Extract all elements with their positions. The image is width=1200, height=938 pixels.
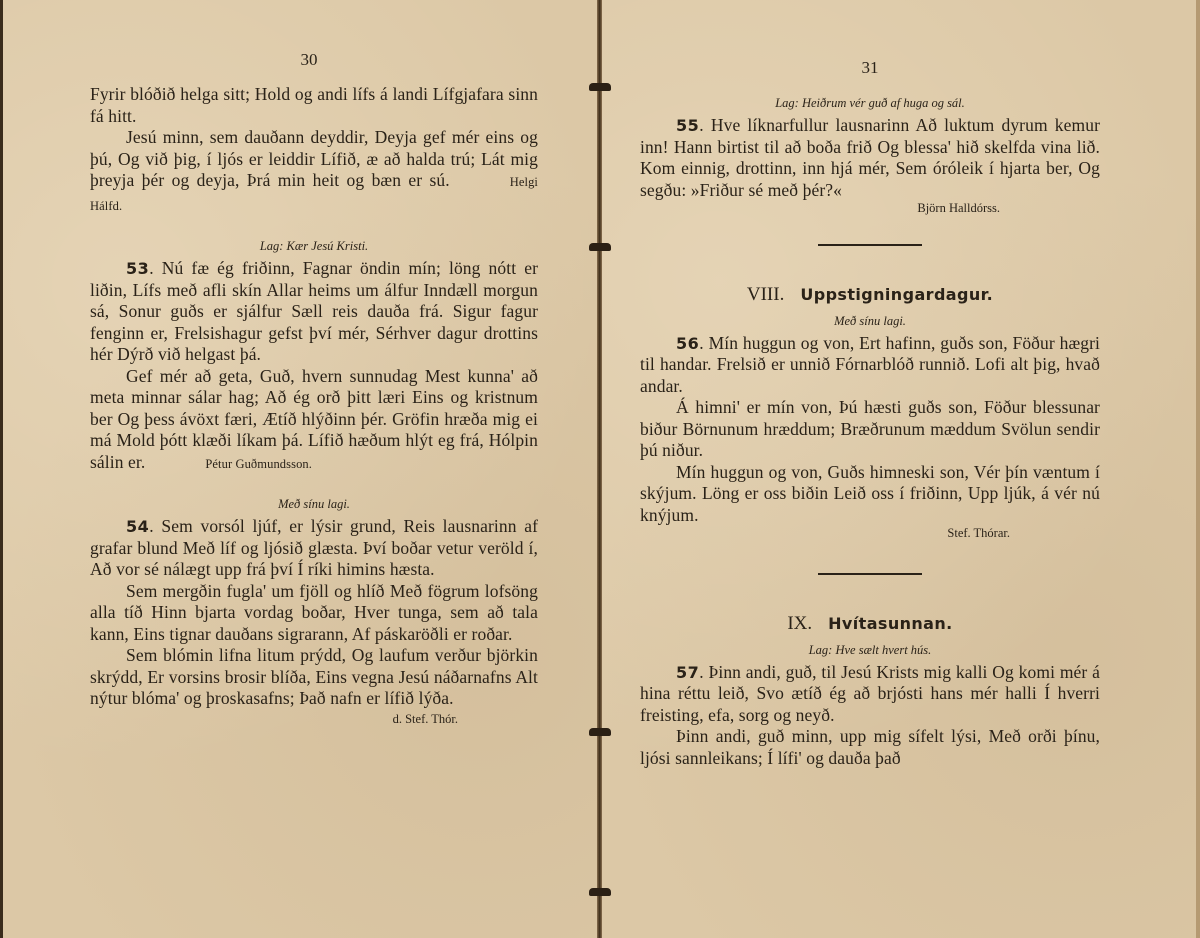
hymn-verse	[90, 258, 538, 366]
binding-stitch	[589, 728, 611, 736]
section-title: Uppstigningardagur.	[800, 284, 994, 304]
hymn-number-dot: .	[699, 332, 709, 353]
book-gutter	[597, 0, 602, 938]
section-numeral: IX.	[787, 612, 813, 634]
verse-text: Sem vorsól ljúf, er lýsir grund, Reis lausnarinn af grafar blund Með líf og ljósið glæsta. Því boðar vetur veröld í, Að vor sé nálægt upp frá því Í ríki himins hæsta.	[90, 516, 539, 579]
hymn-verse: Sem mergðin fugla' um fjöll og hlíð Með fögrum lofsöng alla tíð Hinn bjarta vordag boðar, Hver tunga, sem að tala kann, Eins tignar dauðans sigrarann, Af páskaröðli er roðar.	[90, 580, 538, 644]
verse-text: Jesú minn, sem dauðann deyddir, Deyja gef mér eins og þú, Og við þig, í ljós er leiddir Lífið, æ að halda trú; Lát mig þreyja þér og deyja, Þrá min heit og bæn er sú.	[90, 127, 538, 190]
left-text-column	[90, 50, 538, 727]
hymn-verse: Mín huggun og von, Guðs himneski son, Vér þín væntum í skýjum. Löng er oss biðin Leið oss í friðinn, Upp ljúk, á vér nú knýjum.	[640, 461, 1100, 525]
binding-stitch	[589, 888, 611, 896]
hymn-author: Björn Halldórss.	[917, 201, 1000, 215]
hymn-number: 57	[676, 662, 700, 682]
hymn-verse	[640, 662, 1100, 727]
tune-label: Með sínu lagi.	[278, 497, 350, 511]
hymn-number: 54	[126, 517, 150, 536]
hymn-verse	[90, 366, 538, 476]
hymn-number-dot: .	[149, 258, 162, 278]
hymn-verse	[640, 115, 1100, 201]
section-heading	[640, 284, 1100, 306]
verse-text: Gef mér að geta, Guð, hvern sunnudag Mest kunna' að meta minnar sálar hag; Að ég orð þitt læri Eins og kristnum ber Og þess ávöxt færi, Ætíð hlýðinn þér. Gröfin hræða mig ei má Mold þótt klæði líkam þá. Lífið hæðum hlýt eg frá, Hólpin sálin er.	[90, 365, 538, 472]
right-text-column	[640, 58, 1100, 769]
hymn-author: Stef. Thórar.	[947, 526, 1010, 540]
tune-label: Með sínu lagi.	[834, 313, 906, 328]
hymn-number: 55	[676, 116, 700, 135]
hymn-verse	[640, 333, 1100, 398]
continuation-paragraph: Fyrir blóðið helga sitt; Hold og andi lífs á landi Lífgjafara sinn fá hitt.	[90, 84, 538, 126]
hymn-number-dot: .	[149, 516, 162, 536]
hymn-verse	[90, 516, 538, 581]
page-number: 31	[861, 58, 879, 77]
hymn-author: d. Stef. Thór.	[392, 711, 458, 726]
verse-text: Mín huggun og von, Ert hafinn, guðs son, Föður hægri til handar. Frelsið er unnið Fórnarblóð runnið. Lofi alt þig, hvað andar.	[640, 332, 1100, 396]
hymn-verse: Sem blómin lifna litum prýdd, Og laufum verður björkin skrýdd, Er vorsins brosir blíða, Eins vegna Jesú náðarnafns Alt nýtur blóma' og þroskasafns; Það nafn er lífið lýða.	[90, 645, 538, 708]
hymn-verse: Á himni' er mín von, Þú hæsti guðs son, Föður blessunar biður Börnunum hræddum; Bræðrunum mæddum Svölun sendir þú niður.	[640, 397, 1100, 460]
section-numeral: VIII.	[746, 283, 785, 305]
hymn-verse: Þinn andi, guð minn, upp mig sífelt lýsi, Með orði þínu, ljósi sannleikans; Í lífi' og dauða það	[640, 726, 1100, 768]
continuation-paragraph	[90, 127, 538, 217]
binding-stitch	[589, 83, 611, 91]
hymn-author: Helgi Hálfd.	[90, 175, 538, 213]
binding-stitch	[589, 243, 611, 251]
hymn-number: 53	[126, 259, 150, 278]
hymn-number-dot: .	[699, 115, 711, 135]
section-title: Hvítasunnan.	[828, 613, 953, 633]
page-number: 30	[300, 50, 318, 69]
verse-text: Nú fæ ég friðinn, Fagnar öndin mín; löng nótt er liðin, Lífs með afli skín Allar heims um álfur Inndæll morgun sá, Sonur guðs er sjálfur Sæll reis dauða frá. Sigur fagur fenginn er, Frelsishagur gefst því mér, Sérhver dagur drottins hér Dýrð við helgast þá.	[90, 258, 539, 364]
verse-text: Þinn andi, guð, til Jesú Krists mig kalli Og komi mér á hina réttu leið, Svo ætíð ég að brjósti hans mér halli Í hverri freisting, efa, sorg og neyð.	[640, 661, 1100, 725]
tune-label: Lag: Heiðrum vér guð af huga og sál.	[775, 96, 965, 110]
hymn-number-dot: .	[699, 661, 709, 682]
hymn-author: Pétur Guðmundsson.	[205, 456, 313, 471]
section-heading	[640, 613, 1100, 635]
hymn-number: 56	[676, 333, 700, 353]
tune-label: Lag: Kær Jesú Kristi.	[259, 239, 369, 253]
verse-text: Hve líknarfullur lausnarinn Að luktum dyrum kemur inn! Hann birtist til að boða frið Og blessa' hið skelfda vina lið. Kom einnig, drottinn, inn hjá mér, Sem óróleik í hjarta ber, Og segðu: »Friður sé með þér?«	[640, 115, 1100, 200]
tune-label: Lag: Hve sælt hvert hús.	[808, 642, 932, 657]
